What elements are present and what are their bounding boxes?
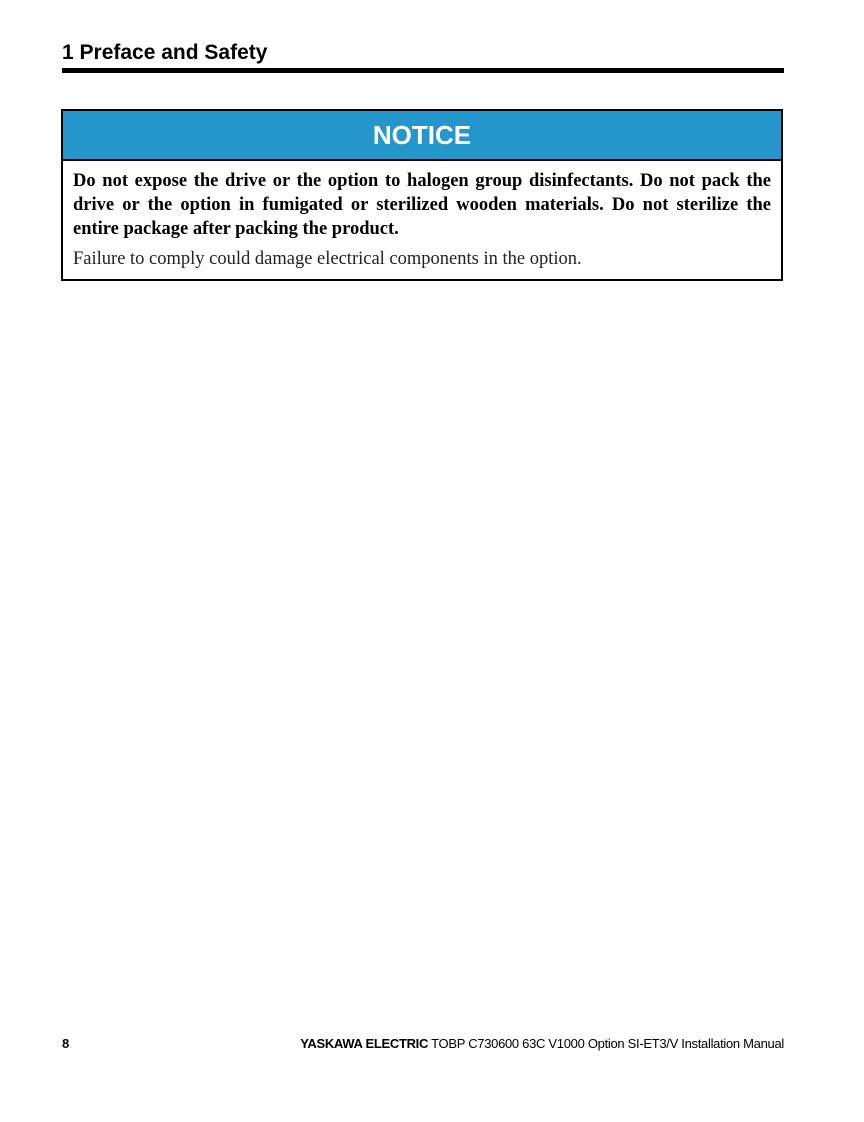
notice-title: NOTICE [63,111,781,161]
page-number: 8 [62,1036,70,1051]
footer-brand: YASKAWA ELECTRIC [300,1036,429,1051]
footer-manual-title: TOBP C730600 63C V1000 Option SI-ET3/V Installation Manual [428,1036,784,1051]
section-title: 1 Preface and Safety [62,41,268,64]
section-divider [62,68,784,73]
page-footer [62,1035,784,1053]
notice-box [61,109,783,281]
notice-body [63,161,781,279]
footer-manual-info [300,1035,784,1053]
notice-warning-text: Do not expose the drive or the option to halogen group disinfectants. Do not pack the drive or the option in fumigated or sterilized wooden materials. Do not sterilize the entire package after packing the product. [73,171,771,239]
notice-consequence-text: Failure to comply could damage electrical components in the option. [73,249,582,269]
